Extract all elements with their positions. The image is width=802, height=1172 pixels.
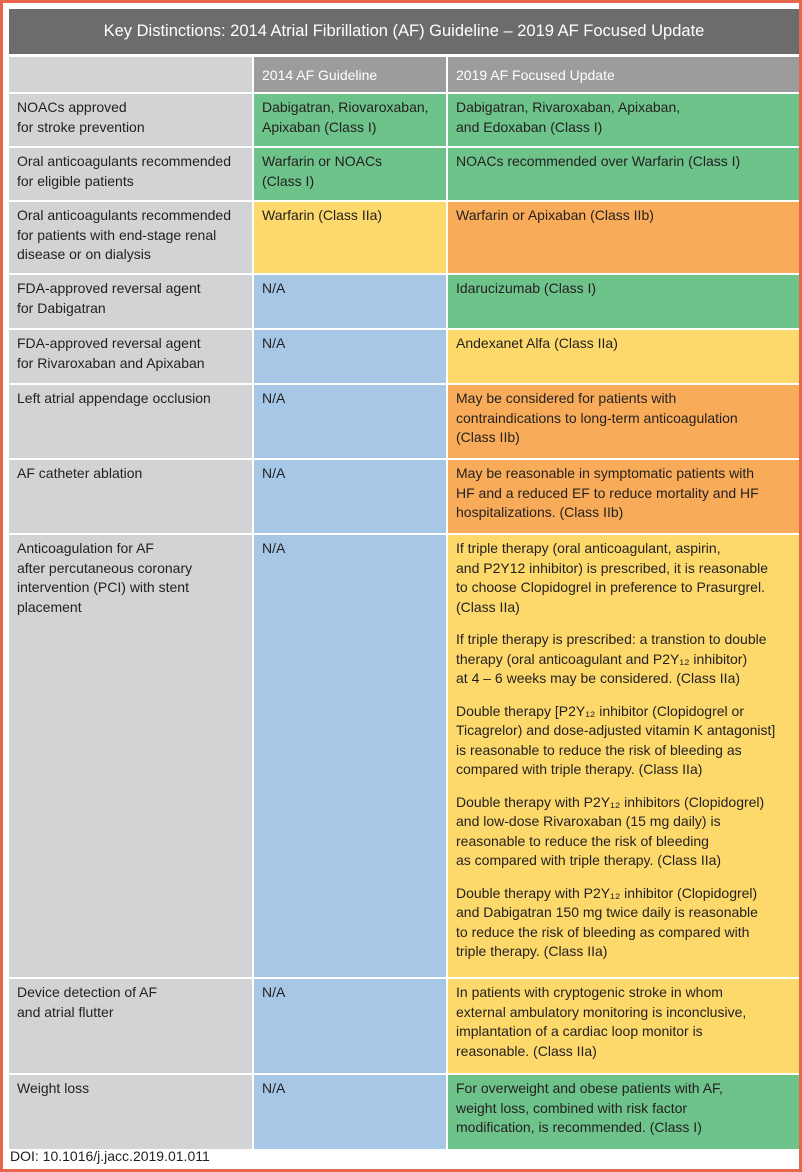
- table-row: [9, 535, 799, 979]
- recommendation-text: If triple therapy is prescribed: a transtion to double therapy (oral anticoagulant and P2Y₁₂ inhibitor) at 4 – 6 weeks may be considered. (Class IIa): [456, 631, 767, 686]
- recommendation-text: For overweight and obese patients with AF, weight loss, combined with risk factor modification, is recommended. (Class I): [456, 1080, 723, 1135]
- topic-cell: Weight loss: [9, 1075, 254, 1151]
- recommendation-text: Double therapy with P2Y₁₂ inhibitor (Clopidogrel) and Dabigatran 150 mg twice daily is reasonable to reduce the risk of bleeding as compared with triple therapy. (Class IIa): [456, 884, 758, 959]
- table-row: [9, 148, 799, 202]
- guideline-2014-cell: N/A: [254, 535, 448, 979]
- update-2019-cell: [448, 275, 799, 330]
- topic-cell: FDA-approved reversal agent for Dabigatran: [9, 275, 254, 330]
- table-row: [9, 202, 799, 275]
- doi-citation: DOI: 10.1016/j.jacc.2019.01.011: [10, 1148, 210, 1164]
- guideline-2014-cell: N/A: [254, 330, 448, 385]
- guideline-2014-cell: Warfarin (Class IIa): [254, 202, 448, 275]
- topic-cell: AF catheter ablation: [9, 460, 254, 535]
- topic-cell: FDA-approved reversal agent for Rivaroxaban and Apixaban: [9, 330, 254, 385]
- table-row: [9, 330, 799, 385]
- update-2019-cell: [448, 535, 799, 979]
- header-topic: [9, 57, 254, 94]
- header-2014-guideline: 2014 AF Guideline: [254, 57, 448, 94]
- recommendation-text: In patients with cryptogenic stroke in whom external ambulatory monitoring is inconclusive, implantation of a cardiac loop monitor is reasonable. (Class IIa): [456, 984, 747, 1059]
- recommendation-text: Warfarin or Apixaban (Class IIb): [456, 207, 654, 223]
- table-row: [9, 1075, 799, 1151]
- header-row: [9, 57, 799, 94]
- table-row: [9, 94, 799, 148]
- topic-cell: Anticoagulation for AF after percutaneous coronary intervention (PCI) with stent placement: [9, 535, 254, 979]
- topic-cell: NOACs approved for stroke prevention: [9, 94, 254, 148]
- header-2019-update: 2019 AF Focused Update: [448, 57, 799, 94]
- recommendation-text: Double therapy with P2Y₁₂ inhibitors (Clopidogrel) and low-dose Rivaroxaban (15 mg daily) is reasonable to reduce the risk of bleeding as compared with triple therapy. (Class IIa): [456, 793, 765, 868]
- update-2019-cell: [448, 1075, 799, 1151]
- topic-cell: Device detection of AF and atrial flutter: [9, 979, 254, 1075]
- guideline-2014-cell: N/A: [254, 275, 448, 330]
- topic-cell: Oral anticoagulants recommended for eligible patients: [9, 148, 254, 202]
- guideline-2014-cell: N/A: [254, 460, 448, 535]
- update-2019-cell: [448, 94, 799, 148]
- guideline-2014-cell: N/A: [254, 1075, 448, 1151]
- update-2019-cell: [448, 979, 799, 1075]
- comparison-table: [9, 57, 799, 1151]
- recommendation-text: Dabigatran, Rivaroxaban, Apixaban, and Edoxaban (Class I): [456, 99, 681, 135]
- recommendation-text: May be considered for patients with contraindications to long-term anticoagulation (Class IIb): [456, 390, 738, 445]
- update-2019-cell: [448, 148, 799, 202]
- guideline-2014-cell: N/A: [254, 979, 448, 1075]
- table-row: [9, 275, 799, 330]
- recommendation-text: If triple therapy (oral anticoagulant, aspirin, and P2Y12 inhibitor) is prescribed, it is reasonable to choose Clopidogrel in preference to Prasurgrel. (Class IIa): [456, 540, 769, 615]
- guideline-2014-cell: Warfarin or NOACs (Class I): [254, 148, 448, 202]
- table-row: [9, 385, 799, 460]
- table-title: Key Distinctions: 2014 Atrial Fibrillation (AF) Guideline – 2019 AF Focused Update: [9, 9, 799, 54]
- table-row: [9, 460, 799, 535]
- update-2019-cell: [448, 202, 799, 275]
- guideline-2014-cell: N/A: [254, 385, 448, 460]
- update-2019-cell: [448, 460, 799, 535]
- recommendation-text: Andexanet Alfa (Class IIa): [456, 335, 618, 351]
- topic-cell: Oral anticoagulants recommended for patients with end-stage renal disease or on dialysis: [9, 202, 254, 275]
- recommendation-text: Double therapy [P2Y₁₂ inhibitor (Clopidogrel or Ticagrelor) and dose-adjusted vitamin K antagonist] is reasonable to reduce the risk of bleeding as compared with triple therapy. (Class IIa): [456, 702, 776, 777]
- table-row: [9, 979, 799, 1075]
- recommendation-text: May be reasonable in symptomatic patients with HF and a reduced EF to reduce mortality and HF hospitalizations. (Class IIb): [456, 465, 759, 520]
- recommendation-text: Idarucizumab (Class I): [456, 280, 597, 296]
- update-2019-cell: [448, 330, 799, 385]
- recommendation-text: NOACs recommended over Warfarin (Class I): [456, 153, 741, 169]
- update-2019-cell: [448, 385, 799, 460]
- guideline-2014-cell: Dabigatran, Riovaroxaban, Apixaban (Class I): [254, 94, 448, 148]
- topic-cell: Left atrial appendage occlusion: [9, 385, 254, 460]
